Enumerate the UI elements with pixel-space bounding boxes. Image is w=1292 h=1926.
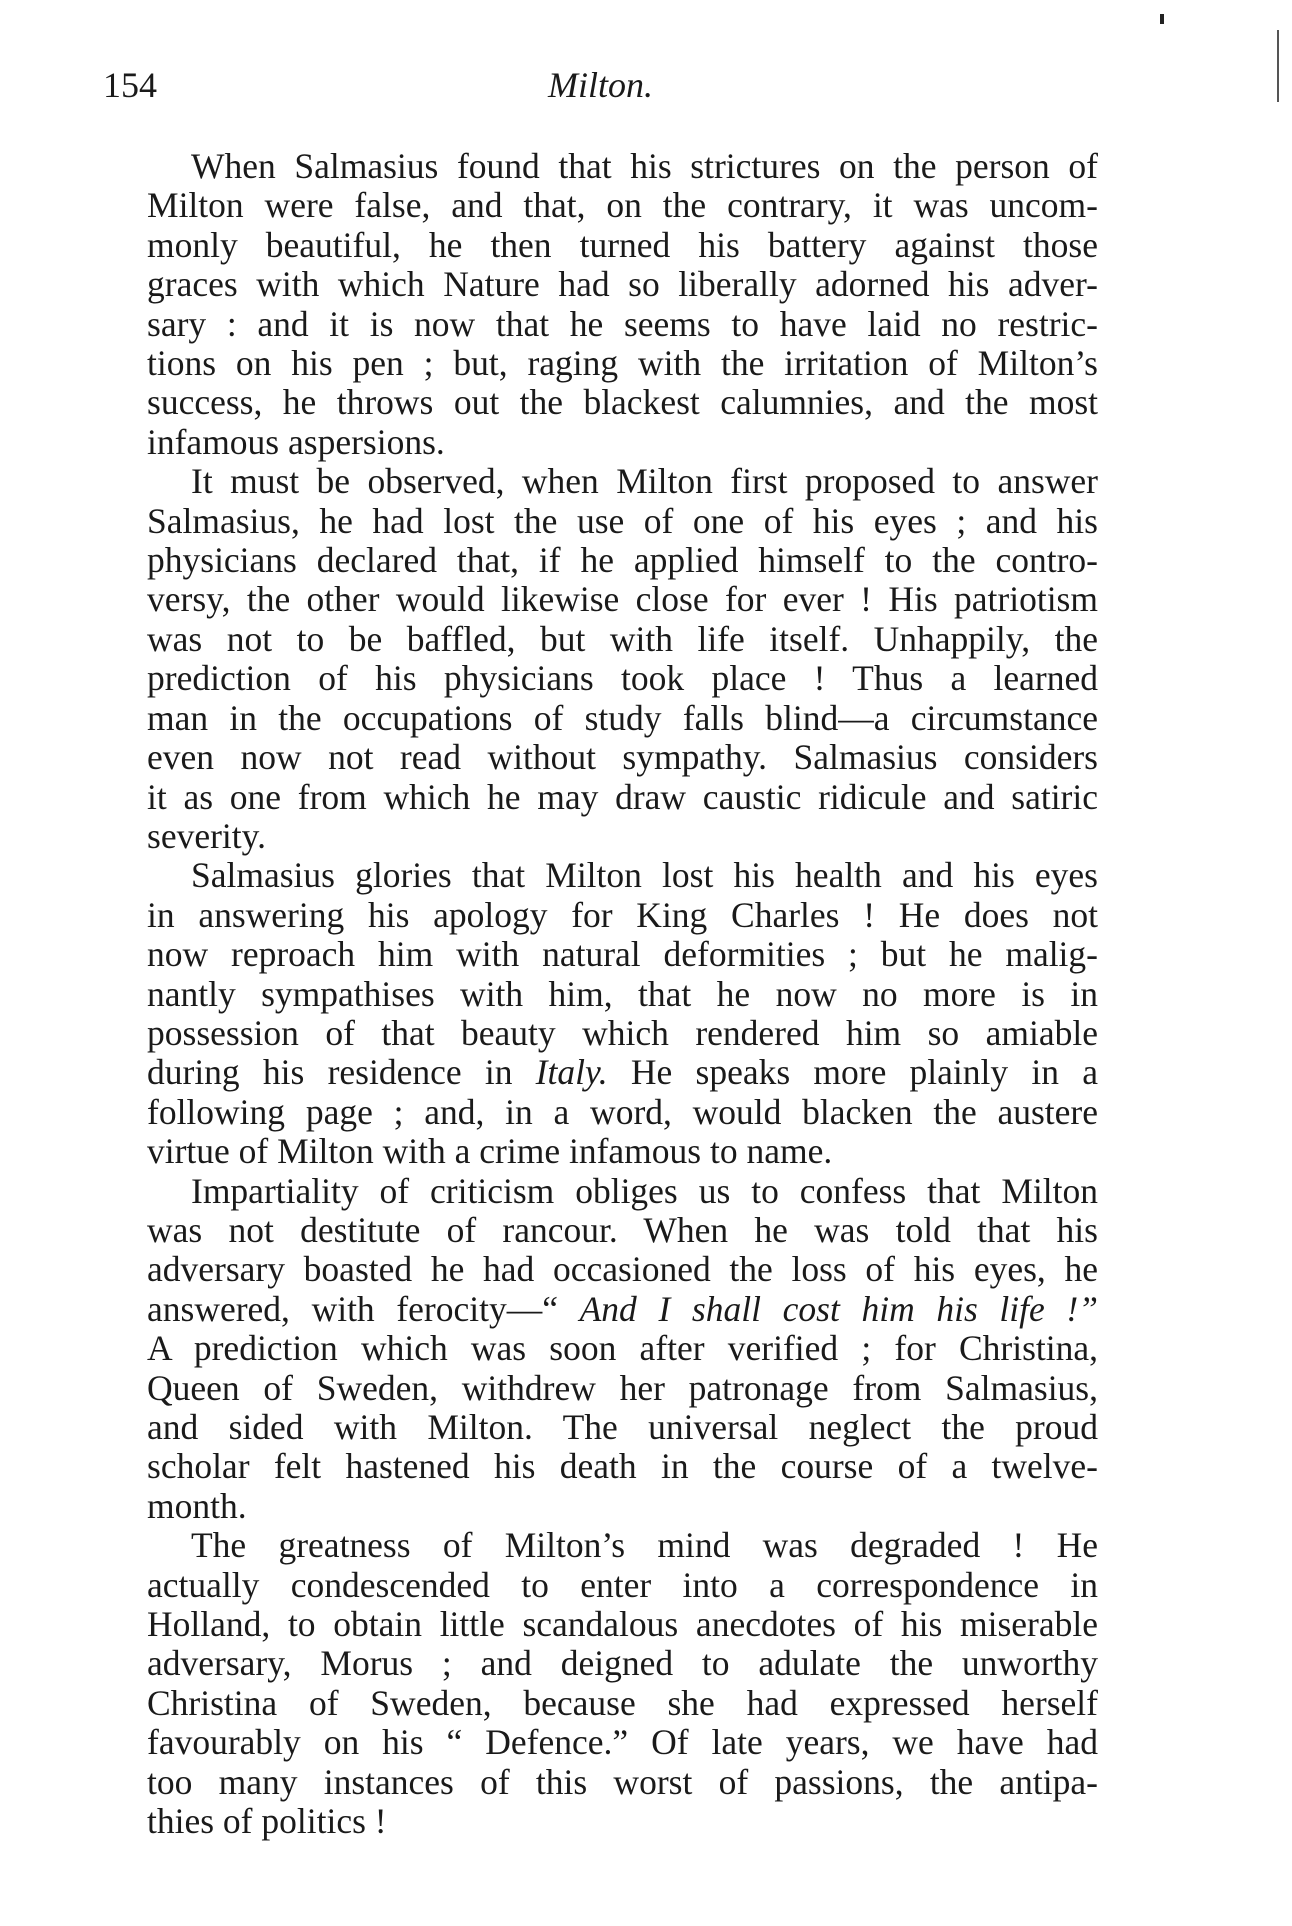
text-line: was not destitute of rancour. When he was told that his — [147, 1209, 1098, 1250]
text-line: month. — [147, 1485, 247, 1526]
text-line: was not to be baffled, but with life itself. Unhappily, the — [147, 618, 1098, 659]
margin-speck — [1160, 14, 1164, 24]
text-line: it as one from which he may draw caustic ridicule and satiric — [147, 776, 1098, 817]
text-fragment: during his residence in — [147, 1052, 536, 1093]
page-header — [103, 60, 1098, 110]
text-line: severity. — [147, 815, 266, 856]
text-line: The greatness of Milton’s mind was degraded ! He — [191, 1525, 1098, 1566]
text-line: thies of politics ! — [147, 1801, 387, 1842]
text-line: Milton were false, and that, on the contrary, it was uncom- — [147, 185, 1098, 226]
italic-quote: And I shall cost him his life !” — [579, 1288, 1098, 1329]
text-line: nantly sympathises with him, that he now no more is in — [147, 973, 1098, 1014]
text-line-with-italic — [103, 1053, 1098, 1092]
text-line: Christina of Sweden, because she had expressed herself — [147, 1682, 1098, 1723]
text-line: adversary, Morus ; and deigned to adulate the unworthy — [147, 1643, 1098, 1684]
text-line: physicians declared that, if he applied himself to the contro- — [147, 540, 1098, 581]
paragraph — [103, 147, 1098, 462]
text-line: man in the occupations of study falls blind—a circumstance — [147, 697, 1098, 738]
text-line: and sided with Milton. The universal neglect the proud — [147, 1407, 1098, 1447]
text-line: following page ; and, in a word, would blacken the austere — [147, 1091, 1098, 1132]
italic-word: Italy. — [535, 1052, 608, 1093]
paragraph — [103, 1172, 1098, 1527]
text-line: sary : and it is now that he seems to have laid no restric- — [147, 303, 1098, 344]
text-fragment: He speaks more plainly in a — [630, 1052, 1098, 1093]
running-title: Milton. — [548, 65, 653, 105]
text-line: A prediction which was soon after verified ; for Christina, — [147, 1328, 1098, 1369]
text-line: success, he throws out the blackest calumnies, and the most — [147, 382, 1098, 423]
text-line: now reproach him with natural deformities ; but he malig- — [147, 934, 1098, 975]
text-line: adversary boasted he had occasioned the loss of his eyes, he — [147, 1249, 1098, 1290]
text-line: It must be observed, when Milton first proposed to answer — [191, 461, 1098, 502]
text-line: possession of that beauty which rendered him so amiable — [147, 1012, 1098, 1053]
body-text — [103, 147, 1098, 1841]
text-line: favourably on his “ Defence.” Of late years, we have had — [147, 1722, 1098, 1763]
page-number: 154 — [103, 65, 157, 105]
text-line: versy, the other would likewise close for ever ! His patriotism — [147, 579, 1098, 620]
text-line: Impartiality of criticism obliges us to confess that Milton — [191, 1170, 1098, 1211]
text-line: too many instances of this worst of passions, the antipa- — [147, 1761, 1098, 1802]
text-line: When Salmasius found that his strictures on the person of — [191, 146, 1098, 186]
text-line: monly beautiful, he then turned his battery against those — [147, 224, 1098, 265]
text-line: prediction of his physicians took place ! Thus a learned — [147, 658, 1098, 699]
text-line: tions on his pen ; but, raging with the irritation of Milton’s — [147, 343, 1098, 384]
text-line: graces with which Nature had so liberally adorned his adver- — [147, 264, 1098, 305]
paragraph — [103, 856, 1098, 1171]
text-line: even now not read without sympathy. Salmasius considers — [147, 737, 1098, 778]
paragraph — [103, 462, 1098, 856]
text-line: Holland, to obtain little scandalous anecdotes of his miserable — [147, 1604, 1098, 1645]
paragraph — [103, 1526, 1098, 1841]
text-line-with-italic — [103, 1290, 1098, 1329]
text-line: virtue of Milton with a crime infamous to name. — [147, 1131, 833, 1172]
text-line: Salmasius, he had lost the use of one of his eyes ; and his — [147, 500, 1098, 541]
text-line: actually condescended to enter into a correspondence in — [147, 1564, 1098, 1605]
margin-rule — [1277, 30, 1279, 102]
text-line: Salmasius glories that Milton lost his health and his eyes — [191, 855, 1098, 896]
text-line: scholar felt hastened his death in the course of a twelve- — [147, 1446, 1098, 1487]
text-line: infamous aspersions. — [147, 421, 445, 462]
text-fragment: answered, with ferocity—“ — [147, 1288, 580, 1329]
text-line: in answering his apology for King Charles ! He does not — [147, 894, 1098, 935]
text-line: Queen of Sweden, withdrew her patronage from Salmasius, — [147, 1367, 1098, 1408]
